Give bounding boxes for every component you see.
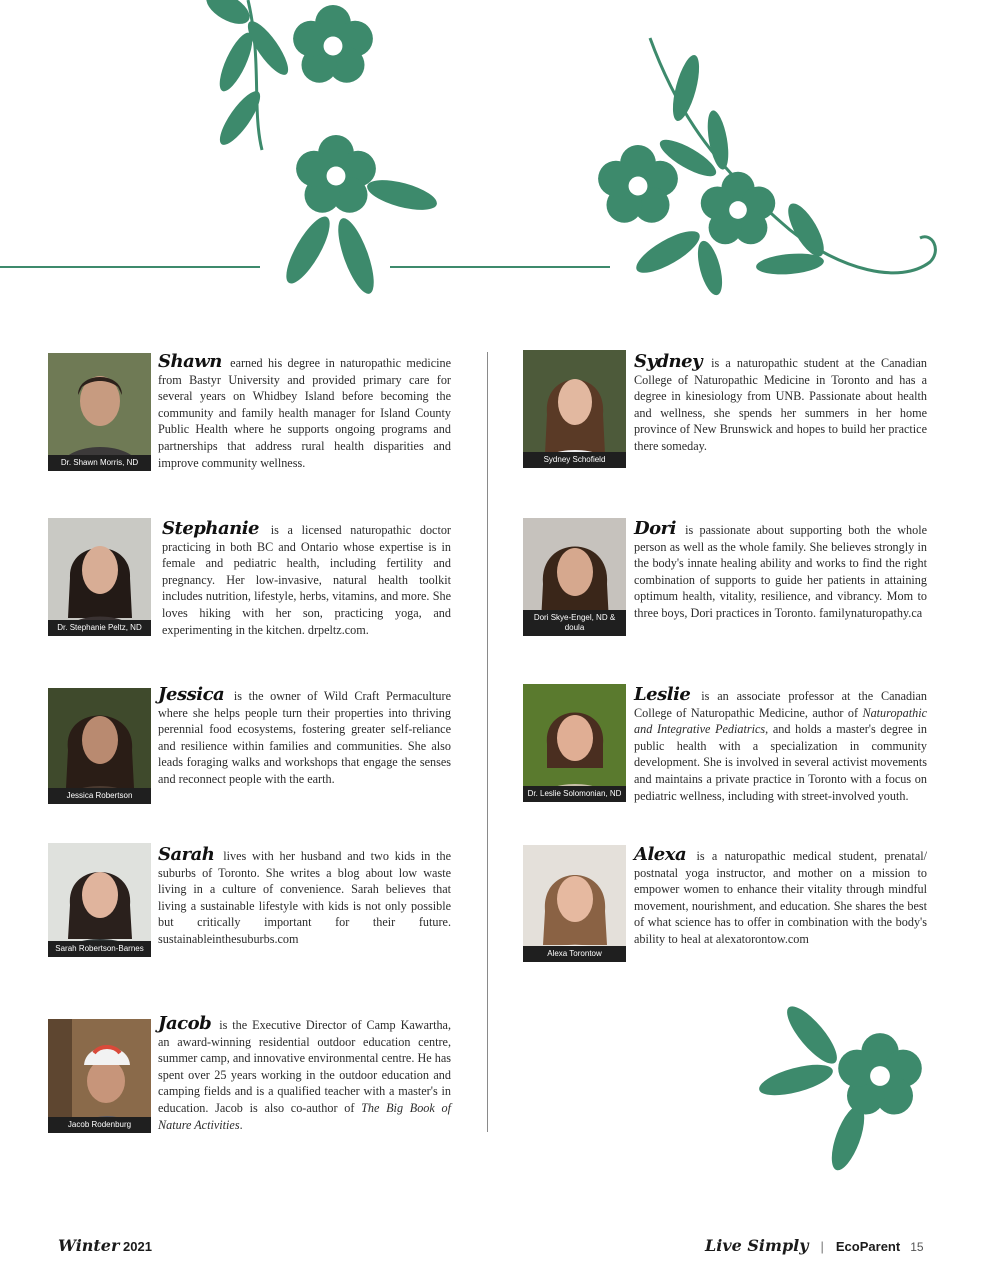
portrait-photo [48,1019,151,1133]
portrait-photo [523,518,626,636]
footer-right [705,1236,924,1255]
photo-caption: Dr. Leslie Solomonian, ND [523,786,626,802]
portrait-image [523,350,626,468]
portrait-image [523,845,626,962]
bio-paragraph [162,518,451,638]
bio-body: lives with her husband and two kids in the suburbs of Toronto. She writes a blog about low waste living in a culture of convenience. Sarah believes that living a sustainable lifestyle with kids is not only possible but critically important for their future. sustainableinthesuburbs.com [158,849,451,946]
portrait-photo [48,688,151,804]
portrait-image [48,1019,151,1133]
portrait-photo [48,843,151,957]
bio-paragraph [634,351,928,455]
portrait-image [523,684,626,802]
bio-body: is the Executive Director of Camp Kawartha, an award-winning residential outdoor education centre, summer camp, and innovative environmental centre. He has spent over 25 years working in the outdoor education and camping fields and is a qualified teacher with a master's in education. Jacob is also co-author of [158,1018,452,1115]
bio-name: Sarah [158,844,215,865]
footer-season: Winter [58,1236,120,1255]
portrait-photo [48,518,151,636]
bio-paragraph [158,1013,452,1133]
floral-decoration-top [0,0,983,300]
bio-body: earned his degree in naturopathic medicine from Bastyr University and provided primary care for several years on Whidbey Island before becoming the community and family health manager for Island County Public Health where he supports ongoing programs and partnerships that address rural health disparities and improve community wellness. [158,356,452,470]
footer-left [58,1236,152,1255]
bio-name: Dori [634,518,676,539]
footer-brand: EcoParent [835,1239,901,1254]
page-number: 15 [910,1240,924,1254]
portrait-image [48,518,151,636]
bio-body: is a naturopathic student at the Canadian College of Naturopathic Medicine in Toronto and has a degree in kinesiology from UNB. Passionate about health and wellness, she spends her summers in her home province of New Brunswick and hopes to build her practice there someday. [634,356,928,453]
bio-paragraph [634,518,928,622]
bio-body: is passionate about supporting both the whole person as well as the whole family. She believes strongly in the body's innate healing ability and works to find the right combination of supports to guide her patients in attaining optimum health, vitality, resilience, and vibrancy. Mom to three boys, Dori practices in Toronto. familynaturopathy.ca [634,523,928,620]
bio-name: Leslie [634,684,691,705]
portrait-image [48,688,151,804]
portrait-photo [523,845,626,962]
portrait-photo [523,350,626,468]
photo-caption: Jessica Robertson [48,788,151,804]
bio-paragraph [158,684,451,788]
bio-name: Shawn [158,351,222,372]
bio-body: is a naturopathic medical student, prenatal/ postnatal yoga instructor, and mother on a mission to empower women to enhance their vitality through mindful movement, nourishment, and education. She shares the best of what science has to offer in combination with the body's ability to heal at alexatorontow.com [634,849,927,946]
bio-name: Jessica [158,684,225,705]
bio-name: Sydney [634,351,703,372]
bio-ending: . [239,1117,243,1132]
footer-tagline: Live Simply [705,1236,809,1255]
photo-caption: Alexa Torontow [523,946,626,962]
photo-caption: Sarah Robertson-Barnes [48,941,151,957]
divider-line-right [390,266,610,268]
bio-name: Stephanie [162,518,259,539]
photo-caption: Dr. Stephanie Peltz, ND [48,620,151,636]
bio-body: is an associate professor at the Canadian College of Naturopathic Medicine, author of [634,689,928,720]
photo-caption: Dr. Shawn Morris, ND [48,455,151,471]
portrait-photo [48,353,151,471]
photo-caption: Dori Skye-Engel, ND & doula [523,610,626,636]
bio-paragraph [158,351,452,471]
footer-separator: | [820,1239,824,1254]
bio-body: is a licensed naturopathic doctor practicing in both BC and Ontario whose expertise is in female and pediatric health, including fertility and pregnancy. Her low-invasive, natural health toolkit includes nutrition, lifestyle, herbs, vitamins, and more. She loves hiking with her son, practicing yoga, and experimenting in the kitchen. drpeltz.com. [162,523,451,637]
bio-name: Jacob [158,1013,212,1034]
portrait-image [48,353,151,471]
bio-paragraph [634,684,928,804]
book-title: The Big Book of Nature Activities [158,1100,451,1132]
footer-year: 2021 [123,1239,152,1254]
bio-paragraph [158,844,451,948]
portrait-image [48,843,151,957]
bio-name: Alexa [634,844,687,865]
book-title: Naturopathic and Integrative Pediatrics [634,705,928,737]
divider-line-left [0,266,260,268]
column-divider [487,352,488,1132]
bio-ending: , and holds a master's degree in public health with a specialization in community development. She is involved in several activist movements and maintains a private practice in Toronto with a focus on pediatric wellness, including with street-involved youth. [634,722,927,803]
photo-caption: Jacob Rodenburg [48,1117,151,1133]
portrait-photo [523,684,626,802]
bio-body: is the owner of Wild Craft Permaculture where she helps people turn their properties into thriving perennial food ecosystems, fostering greater self-reliance and resilience within families and communities. She also leads foraging walks and workshops that engage the senses and reconnect people with the earth. [158,689,451,786]
bio-paragraph [634,844,927,948]
photo-caption: Sydney Schofield [523,452,626,468]
